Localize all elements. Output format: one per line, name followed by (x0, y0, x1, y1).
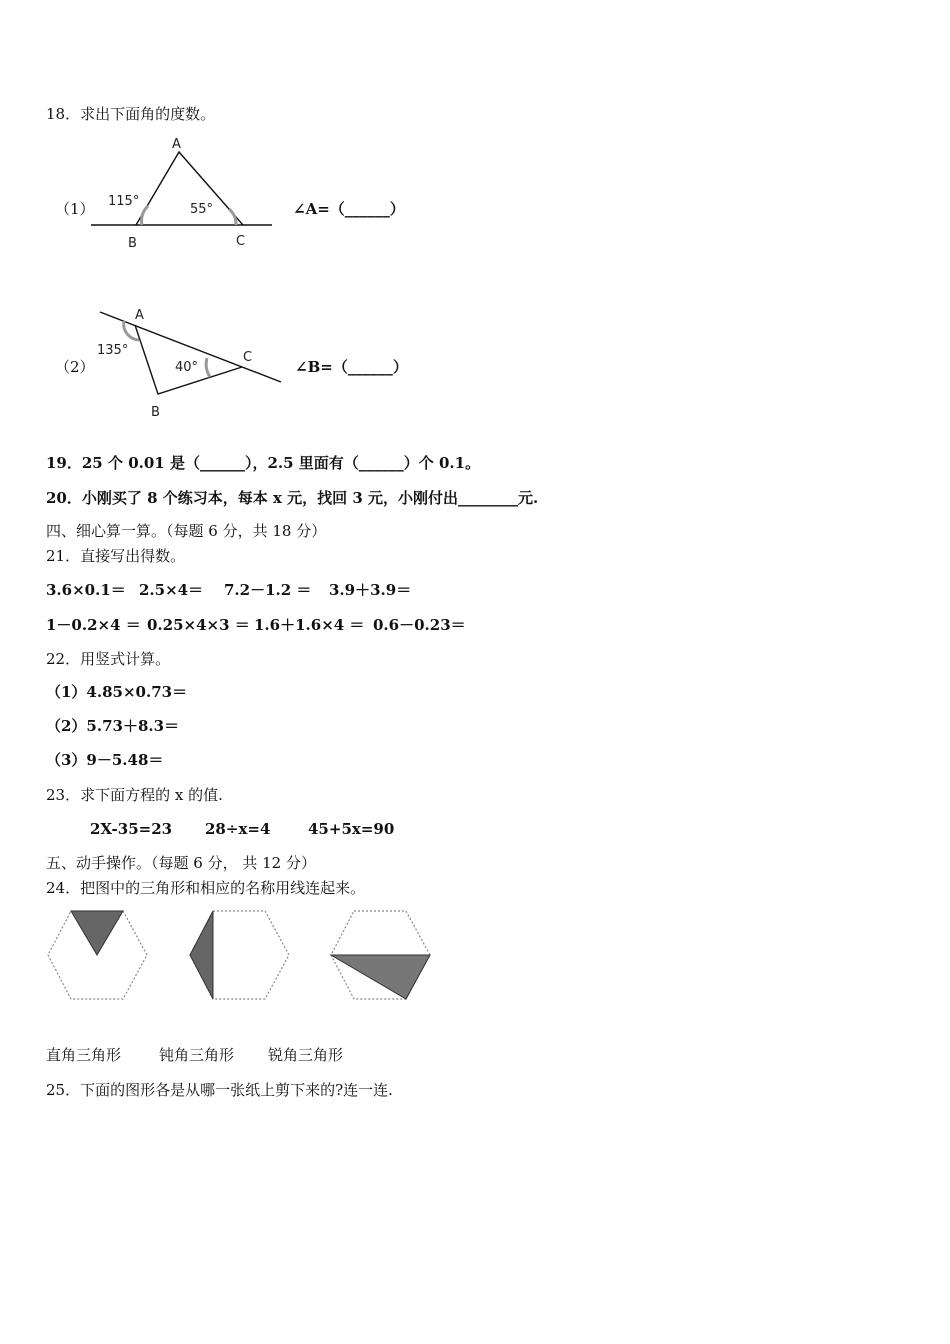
q21-row1-item2: 2.5×4＝ (139, 581, 204, 599)
q20-text: 20．小刚买了 8 个练习本，每本 x 元，找回 3 元，小刚付出________元. (46, 489, 539, 507)
section5-heading: 五、动手操作。（每题 6 分， 共 12 分） (46, 854, 316, 872)
q18-title: 18．求出下面角的度数。 (46, 105, 216, 123)
q24-name-obtuse-triangle: 钝角三角形 (159, 1046, 235, 1064)
q18-part1-answer: ∠A=（______） (293, 200, 405, 218)
q24-name-right-triangle: 直角三角形 (46, 1046, 122, 1064)
triangle2-vertex-b: B (151, 405, 160, 420)
q24-name-acute-triangle: 锐角三角形 (268, 1046, 344, 1064)
triangle1-angle-b: 115° (108, 194, 140, 209)
hexagon-figure-3 (330, 910, 435, 1002)
q23-equation2: 28÷x=4 (205, 820, 271, 838)
q22-item2: （2）5.73＋8.3＝ (46, 717, 180, 735)
q21-row2-item4: 0.6－0.23＝ (373, 616, 466, 634)
section4-heading: 四、细心算一算。（每题 6 分，共 18 分） (46, 522, 327, 540)
triangle2-angle-a: 135° (97, 343, 129, 358)
q22-title: 22．用竖式计算。 (46, 650, 171, 668)
triangle-figure-2 (95, 302, 295, 422)
triangle2-vertex-c: C (243, 350, 253, 365)
q23-equation1: 2X-35=23 (90, 820, 173, 838)
q21-row1-item3: 7.2－1.2 ＝ (224, 581, 312, 599)
q22-item3: （3）9－5.48＝ (46, 751, 164, 769)
triangle1-vertex-a: A (172, 137, 181, 152)
hexagon-figure-1 (47, 910, 152, 1002)
q22-item1: （1）4.85×0.73＝ (46, 683, 188, 701)
q25-title: 25．下面的图形各是从哪一张纸上剪下来的?连一连. (46, 1081, 393, 1099)
triangle1-vertex-b: B (128, 236, 137, 251)
triangle2-angle-c: 40° (175, 360, 199, 375)
q24-title: 24．把图中的三角形和相应的名称用线连起来。 (46, 879, 366, 897)
q21-row2-item3: 1.6＋1.6×4 ＝ (254, 616, 365, 634)
triangle-figure-1 (88, 132, 288, 252)
q18-part2-answer: ∠B=（______） (295, 358, 408, 376)
q18-part2-number: （2） (55, 358, 95, 376)
q18-part1-number: （1） (55, 200, 95, 218)
q21-row2-item2: 0.25×4×3 ＝ (147, 616, 250, 634)
triangle1-angle-c: 55° (190, 202, 214, 217)
q19-text: 19．25 个 0.01 是（______），2.5 里面有（______）个 0.1。 (46, 454, 481, 472)
q21-row1-item4: 3.9＋3.9＝ (329, 581, 412, 599)
triangle1-vertex-c: C (236, 234, 246, 249)
q21-row1-item1: 3.6×0.1＝ (46, 581, 126, 599)
q23-equation3: 45+5x=90 (308, 820, 395, 838)
q23-title: 23．求下面方程的 x 的值. (46, 786, 223, 804)
q21-row2-item1: 1－0.2×4 ＝ (46, 616, 141, 634)
hexagon-figure-2 (189, 910, 294, 1002)
triangle2-vertex-a: A (135, 308, 144, 323)
q21-title: 21．直接写出得数。 (46, 547, 186, 565)
